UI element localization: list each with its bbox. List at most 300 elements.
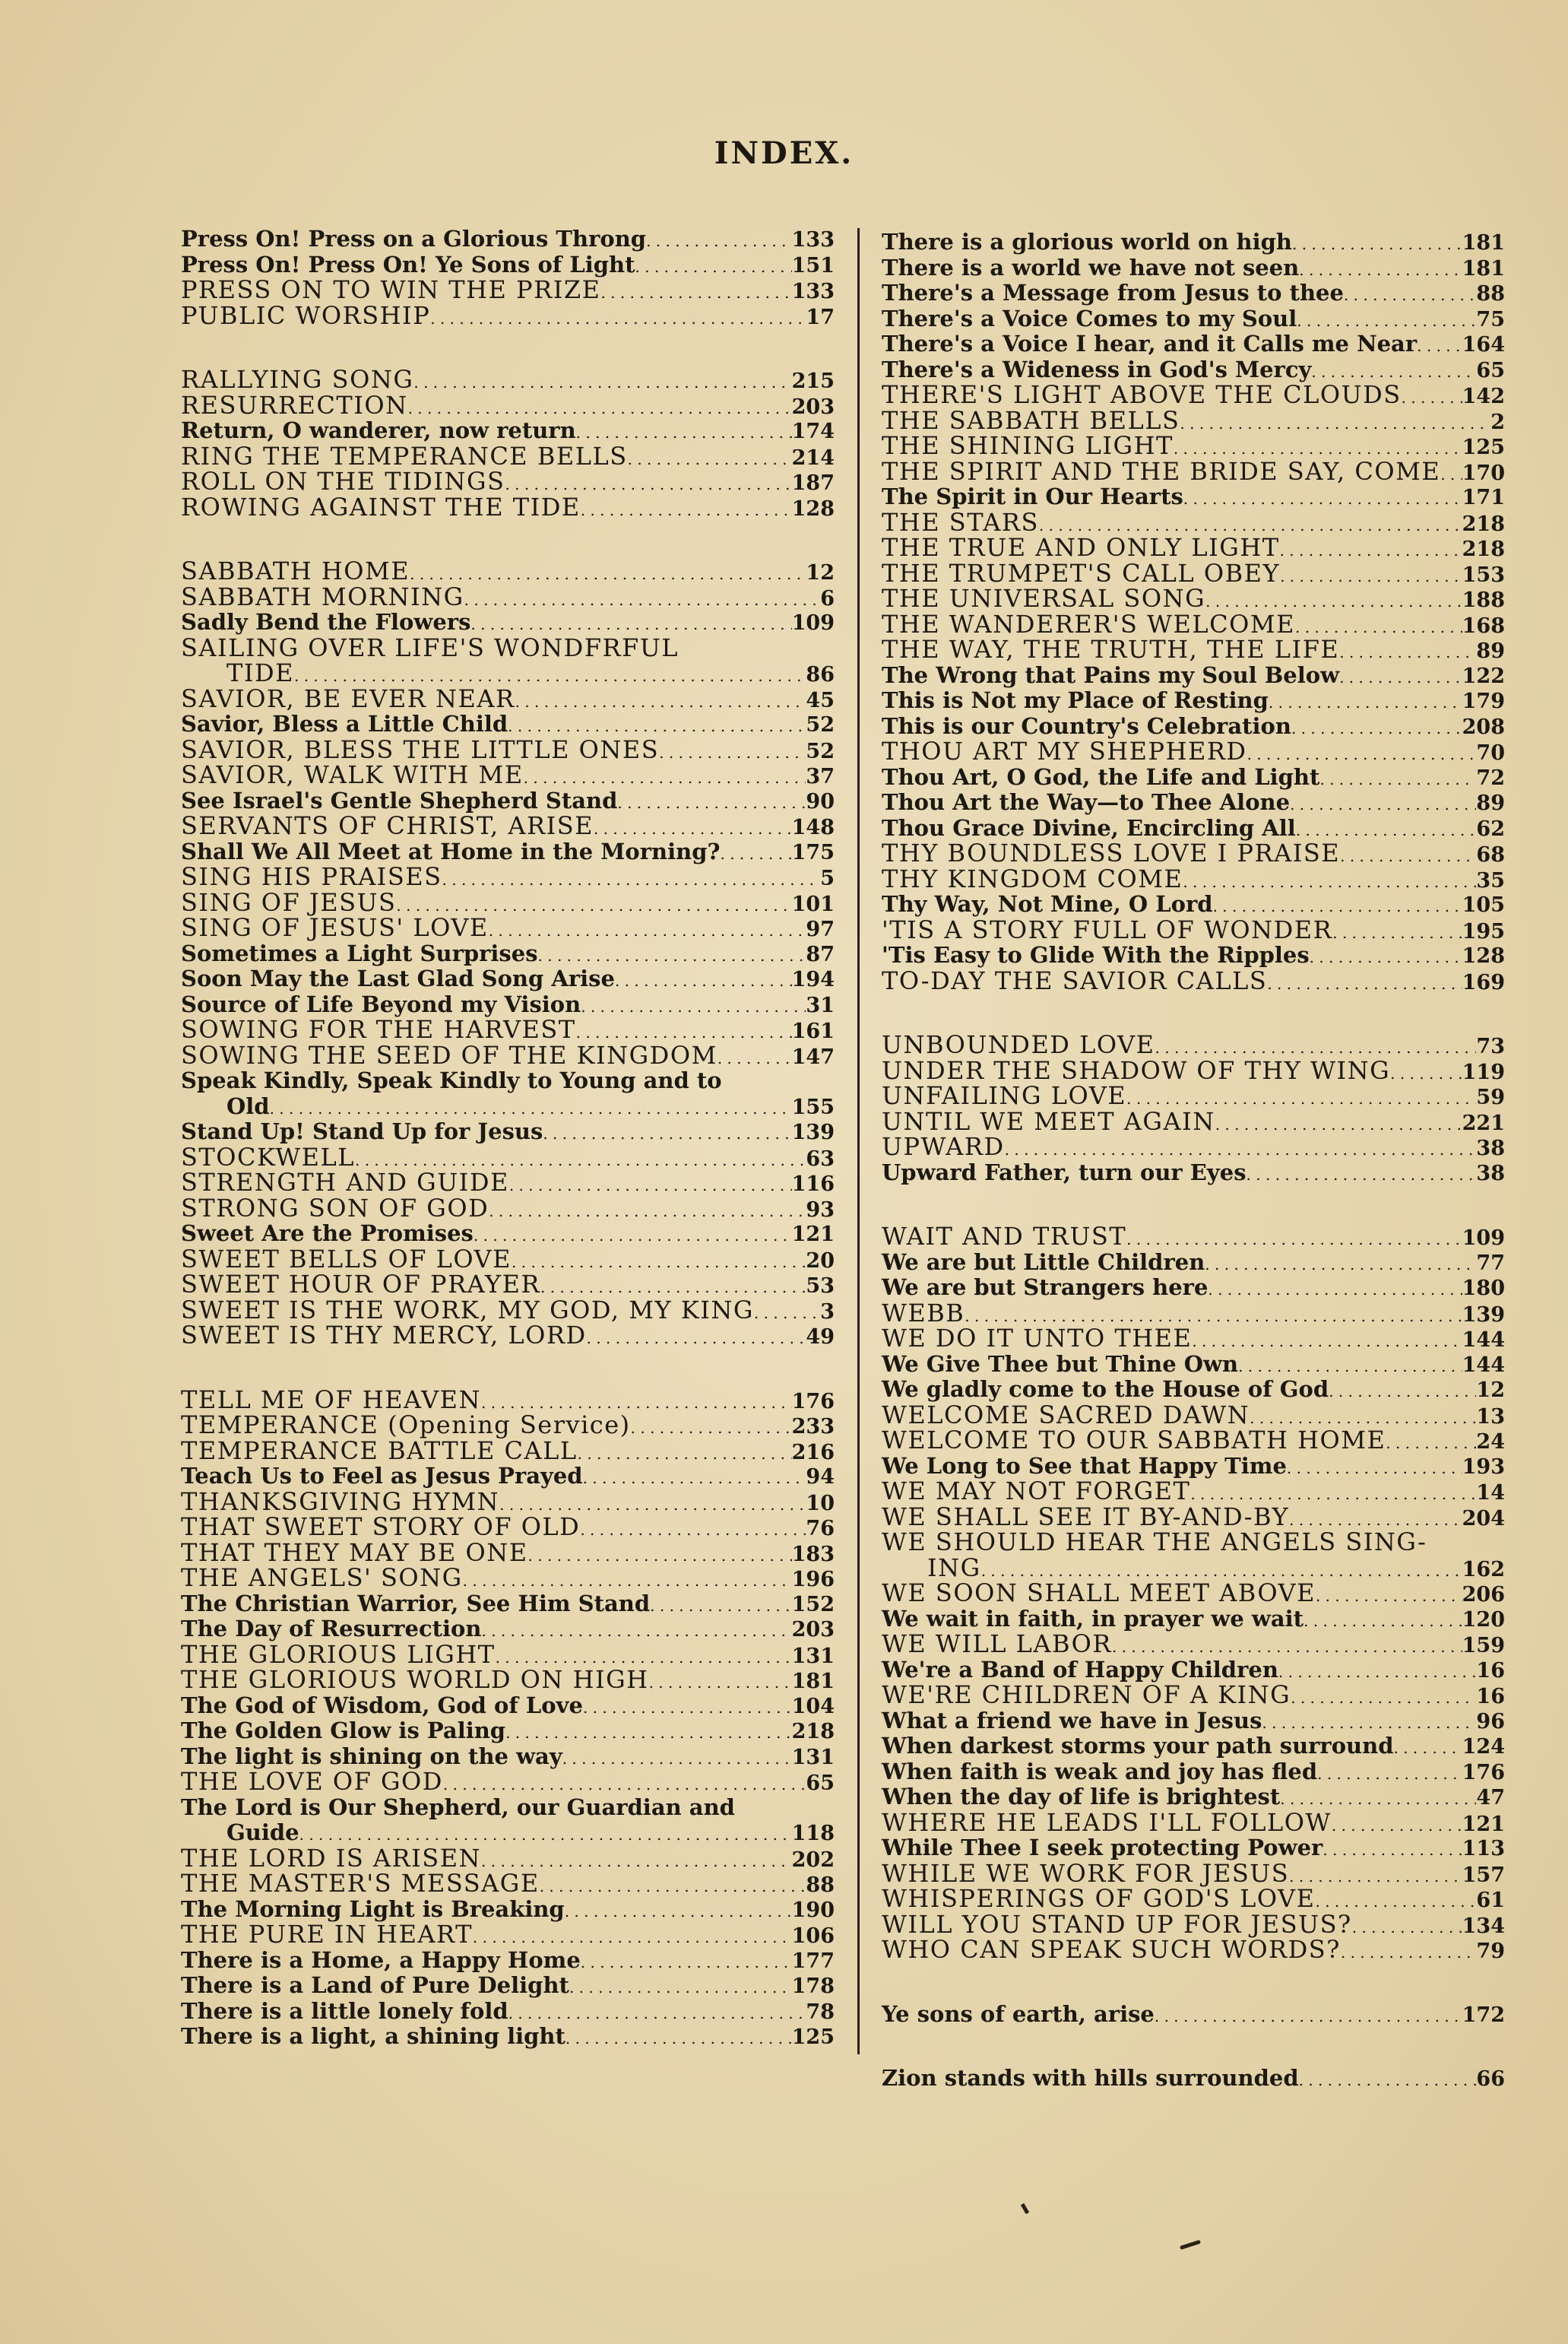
page-number: 125	[1462, 436, 1505, 459]
index-entry	[882, 382, 1505, 408]
page-number: 118	[791, 1822, 835, 1845]
index-entry	[882, 558, 1505, 588]
entry-title: SING HIS PRAISES	[181, 862, 442, 891]
page-number: 159	[1462, 1634, 1505, 1657]
index-entry	[882, 433, 1505, 459]
leader-dots	[594, 814, 792, 842]
entry-title: We are but Little Children	[882, 1248, 1205, 1275]
entry-title: THAT THEY MAY BE ONE	[181, 1537, 528, 1567]
entry-title: There's a Wideness in God's Mercy	[882, 356, 1312, 382]
page-number: 47	[1476, 1786, 1505, 1810]
entry-title: We are but Strangers here	[882, 1274, 1208, 1300]
entry-title: SOWING FOR THE HARVEST	[181, 1015, 576, 1044]
leader-dots	[1340, 841, 1476, 870]
entry-title: UNDER THE SHADOW OF THY WING	[882, 1055, 1391, 1085]
leader-dots	[270, 1094, 792, 1122]
index-entry	[882, 1680, 1505, 1709]
page-number: 162	[1462, 1557, 1505, 1581]
index-entry	[882, 306, 1505, 332]
index-entry	[882, 1909, 1505, 1939]
leader-dots	[1289, 1861, 1462, 1890]
page-number: 63	[806, 1147, 835, 1171]
entry-title: WHILE WE WORK FOR JESUS	[882, 1858, 1290, 1888]
entry-title: THANKSGIVING HYMN	[181, 1486, 500, 1516]
index-entry	[181, 1323, 835, 1349]
index-entry	[882, 1657, 1505, 1683]
entry-title: UNFAILING LOVE	[882, 1081, 1127, 1110]
index-section	[882, 2002, 1505, 2028]
page-number: 87	[806, 942, 835, 966]
entry-title: There is a little lonely fold	[181, 1997, 508, 2024]
entry-title: TEMPERANCE (Opening Service)	[181, 1410, 631, 1439]
entry-title: UNTIL WE MEET AGAIN	[882, 1106, 1215, 1136]
page-number: 93	[806, 1197, 835, 1222]
index-entry	[181, 275, 835, 304]
entry-title: Savior, Bless a Little Child	[181, 711, 508, 737]
page-number: 148	[791, 816, 835, 839]
entry-title: We're a Band of Happy Children	[882, 1656, 1278, 1683]
leader-dots	[720, 839, 791, 868]
leader-dots	[473, 1922, 792, 1951]
index-entry	[181, 1639, 835, 1669]
leader-dots	[1386, 1428, 1476, 1457]
leader-dots	[1183, 867, 1476, 896]
page-number: 128	[1462, 944, 1505, 968]
page-number: 97	[806, 918, 835, 941]
leader-dots	[583, 1693, 792, 1721]
leader-dots	[505, 1718, 792, 1746]
leader-dots	[649, 1667, 792, 1696]
index-entry	[882, 507, 1505, 537]
page-number: 89	[1476, 791, 1505, 815]
leader-dots	[413, 367, 791, 396]
page-number: 168	[1462, 614, 1505, 638]
index-entry	[181, 1295, 835, 1324]
leader-dots	[1262, 1708, 1476, 1737]
entry-title: SWEET HOUR OF PRAYER	[181, 1270, 541, 1299]
leader-dots	[489, 1196, 806, 1225]
page-number: 133	[791, 280, 835, 303]
page-number: 196	[791, 1568, 835, 1591]
page-number: 75	[1476, 307, 1505, 331]
index-entry	[181, 1017, 835, 1043]
page-number: 68	[1476, 843, 1505, 867]
leader-dots	[1332, 918, 1462, 947]
entry-title: While Thee I seek protecting Power	[882, 1835, 1323, 1860]
entry-title: STRENGTH AND GUIDE	[181, 1168, 509, 1197]
entry-title: Sweet Are the Promises	[181, 1220, 474, 1246]
entry-title: The Golden Glow is Paling	[181, 1718, 506, 1743]
entry-title: SWEET BELLS OF LOVE	[181, 1244, 512, 1273]
page-number: 203	[791, 395, 835, 419]
entry-title: THE STARS	[882, 507, 1039, 537]
entry-title: TO-DAY THE SAVIOR CALLS	[882, 966, 1268, 995]
index-entry	[181, 2024, 835, 2050]
index-entry	[882, 637, 1505, 663]
leader-dots	[650, 1591, 791, 1619]
index-entry	[882, 1160, 1505, 1186]
leader-dots	[1287, 1454, 1462, 1482]
entry-title: When darkest storms your path surround	[882, 1733, 1394, 1759]
entry-title: See Israel's Gentle Shepherd Stand	[181, 787, 618, 814]
leader-dots	[515, 687, 806, 715]
entry-title: Return, O wanderer, now return	[181, 417, 576, 443]
index-entry	[181, 1142, 835, 1172]
page-number: 176	[791, 1389, 835, 1413]
index-entry	[882, 841, 1505, 867]
page-number: 37	[806, 765, 835, 788]
page-number: 133	[791, 228, 835, 252]
index-entry	[181, 1272, 835, 1298]
page-number: 204	[1462, 1506, 1505, 1530]
index-entry	[181, 760, 835, 789]
index-entry	[882, 1578, 1505, 1607]
index-entry	[181, 418, 835, 444]
page-number: 139	[791, 1121, 835, 1144]
leader-dots	[587, 1323, 806, 1352]
entry-title: Soon May the Last Glad Song Arise	[181, 966, 615, 991]
index-entry	[181, 941, 835, 967]
page-number: 35	[1476, 868, 1505, 893]
page-number: 179	[1462, 690, 1505, 713]
entry-title: SABBATH HOME	[181, 557, 410, 585]
entry-title: WAIT AND TRUST	[882, 1222, 1127, 1251]
page-number: 128	[791, 496, 835, 521]
page-number: 109	[791, 611, 835, 635]
page-number: 113	[1462, 1837, 1505, 1860]
leader-dots	[1278, 1657, 1477, 1686]
page-number: 78	[806, 2000, 835, 2024]
page-number: 31	[806, 993, 835, 1017]
entry-title: Source of Life Beyond my Vision	[181, 991, 581, 1017]
entry-title: Press On! Press on a Glorious Throng	[181, 226, 647, 252]
entry-title: When faith is weak and joy has fled	[882, 1758, 1318, 1784]
index-entry	[181, 811, 835, 840]
page-number: 203	[791, 1618, 835, 1641]
entry-title: WE SHOULD HEAR THE ANGELS SING-	[882, 1527, 1427, 1556]
page-number: 116	[791, 1172, 835, 1196]
entry-title: SAILING OVER LIFE'S WONDFRFUL	[181, 633, 679, 662]
page-number: 131	[791, 1745, 835, 1769]
entry-title: There's a Voice Comes to my Soul	[882, 305, 1297, 331]
page-number: 215	[791, 370, 835, 393]
index-entry	[882, 1326, 1505, 1352]
page-number: 193	[1462, 1454, 1505, 1479]
index-entry	[882, 1476, 1505, 1505]
page-number: 14	[1476, 1481, 1505, 1505]
leader-dots	[1323, 1835, 1462, 1863]
entry-title: This is our Country's Celebration	[882, 712, 1291, 739]
print-speck	[1180, 2240, 1201, 2250]
page-number: 144	[1462, 1353, 1505, 1377]
leader-dots	[1317, 1759, 1462, 1787]
entry-title: Speak Kindly, Speak Kindly to Young and to	[181, 1067, 722, 1093]
leader-dots	[562, 1744, 792, 1772]
page-number: 65	[806, 1771, 835, 1795]
page-number: 221	[1462, 1111, 1505, 1135]
leader-dots	[717, 1043, 792, 1072]
entry-title: STRONG SON OF GOD	[181, 1193, 489, 1223]
leader-dots	[1292, 230, 1462, 258]
page-number: 20	[806, 1248, 835, 1273]
index-entry	[181, 1718, 835, 1744]
entry-title: Thou Art, O God, the Life and Light	[882, 763, 1320, 790]
page-number: 164	[1462, 333, 1505, 357]
index-entry	[882, 1454, 1505, 1480]
leader-dots	[1208, 1275, 1462, 1303]
entry-title: Sadly Bend the Flowers	[181, 609, 471, 635]
index-section	[882, 1032, 1505, 1185]
leader-dots	[1005, 1134, 1477, 1163]
index-entry	[882, 230, 1505, 255]
entry-title: 'Tis Easy to Glide With the Ripples	[882, 942, 1310, 968]
entry-title: We wait in faith, in prayer we wait	[882, 1605, 1304, 1632]
page-number: 188	[1462, 588, 1505, 612]
entry-title: THERE'S LIGHT ABOVE THE CLOUDS	[882, 380, 1402, 409]
page-number: 187	[791, 471, 835, 495]
index-entry	[181, 658, 835, 687]
leader-dots	[617, 788, 806, 817]
entry-title: STOCKWELL	[181, 1142, 355, 1172]
leader-dots	[615, 966, 792, 994]
index-entry	[882, 2066, 1505, 2092]
page-number: 214	[791, 446, 835, 470]
leader-dots	[508, 1999, 806, 2027]
index-entry	[882, 405, 1505, 435]
index-entry	[181, 1871, 835, 1897]
entry-title: Ye sons of earth, arise	[882, 2000, 1155, 2027]
entry-title: THE MASTER'S MESSAGE	[181, 1869, 540, 1898]
page-number: 89	[1476, 639, 1505, 663]
entry-title: WE MAY NOT FORGET	[882, 1476, 1191, 1505]
index-entry	[181, 1591, 835, 1617]
index-entry	[882, 714, 1505, 740]
leader-dots	[1155, 2002, 1462, 2030]
entry-title: WILL YOU STAND UP FOR JESUS?	[882, 1909, 1352, 1939]
page-number: 10	[806, 1491, 835, 1515]
entry-title: The Christian Warrior, See Him Stand	[181, 1590, 651, 1616]
entry-title: WE SHALL SEE IT BY-AND-BY	[882, 1502, 1290, 1531]
leader-dots	[443, 1769, 806, 1798]
index-entry	[181, 1769, 835, 1795]
index-entry	[882, 1298, 1505, 1327]
page-number: 170	[1462, 461, 1505, 485]
leader-dots	[512, 1247, 806, 1276]
leader-dots	[1344, 281, 1476, 309]
entry-title: SERVANTS OF CHRIST, ARISE	[181, 811, 594, 840]
page-number: 174	[791, 420, 835, 443]
page-number: 172	[1462, 2003, 1505, 2027]
index-entry	[882, 1629, 1505, 1658]
index-entry	[181, 1410, 835, 1439]
index-entry	[882, 1937, 1505, 1963]
index-entry	[181, 1464, 835, 1489]
index-entry	[181, 788, 835, 814]
page-number: 125	[791, 2025, 835, 2049]
entry-title: WHERE HE LEADS I'LL FOLLOW	[882, 1807, 1332, 1837]
leader-dots	[578, 1438, 792, 1467]
index-entry	[882, 1032, 1505, 1058]
entry-title: UPWARD	[882, 1132, 1005, 1161]
leader-dots	[464, 585, 821, 614]
entry-title: WE DO IT UNTO THEE	[882, 1324, 1193, 1353]
leader-dots	[442, 864, 821, 893]
entry-title: TELL ME OF HEAVEN	[181, 1385, 482, 1414]
index-entry	[882, 1784, 1505, 1810]
index-entry	[181, 1512, 835, 1541]
page-number: 45	[806, 688, 835, 712]
leader-dots	[1339, 663, 1462, 691]
leader-dots	[628, 444, 792, 473]
entry-title: SING OF JESUS	[181, 887, 397, 917]
entry-title: TEMPERANCE BATTLE CALL	[181, 1435, 578, 1465]
index-entry	[181, 1897, 835, 1923]
page-number: 161	[791, 1020, 835, 1043]
page-number: 12	[1476, 1378, 1505, 1402]
leader-dots	[1339, 637, 1476, 666]
leader-dots	[1341, 1937, 1477, 1966]
index-entry	[181, 1435, 835, 1465]
index-entry	[181, 469, 835, 495]
leader-dots	[565, 2024, 792, 2052]
index-entry	[882, 609, 1505, 639]
page-number: 49	[806, 1325, 835, 1349]
entry-title: THE WANDERER'S WELCOME	[882, 609, 1295, 639]
leader-dots	[474, 1221, 792, 1249]
entry-title: RALLYING SONG	[181, 365, 414, 394]
index-entry	[181, 1667, 835, 1693]
entry-title: WELCOME TO OUR SABBATH HOME	[882, 1426, 1386, 1454]
index-entry	[882, 1275, 1505, 1301]
page-number: 218	[1462, 538, 1505, 561]
index-entry	[181, 610, 835, 636]
entry-title: We Give Thee but Thine Own	[882, 1350, 1239, 1377]
index-entry	[181, 1537, 835, 1567]
index-entry	[181, 300, 835, 330]
leader-dots	[1112, 1632, 1462, 1660]
page-number: 194	[791, 968, 835, 991]
leader-dots	[754, 1298, 820, 1327]
page-number: 106	[791, 1924, 835, 1948]
index-column-left	[181, 227, 835, 2089]
entry-title: THE UNIVERSAL SONG	[882, 584, 1206, 613]
page-number: 157	[1462, 1863, 1505, 1887]
entry-title: This is Not my Place of Resting	[882, 687, 1269, 713]
entry-title: The Spirit in Our Hearts	[882, 484, 1183, 509]
index-entry	[882, 1835, 1505, 1861]
index-entry	[882, 586, 1505, 612]
index-entry	[181, 1119, 835, 1145]
entry-title: ROLL ON THE TIDINGS	[181, 467, 505, 496]
leader-dots	[1290, 790, 1476, 818]
entry-title: WEBB	[882, 1298, 965, 1327]
leader-dots	[1280, 561, 1462, 590]
page-number: 195	[1462, 919, 1505, 944]
index-entry	[882, 966, 1505, 995]
page-number: 77	[1476, 1251, 1505, 1275]
page-number: 62	[1476, 817, 1505, 841]
index-entry	[882, 892, 1505, 918]
entry-title: RING THE TEMPERANCE BELLS	[181, 441, 628, 471]
leader-dots	[581, 495, 792, 524]
index-entry	[181, 582, 835, 611]
leader-dots	[1402, 382, 1462, 411]
page-number: 181	[1462, 231, 1505, 255]
page-number: 151	[791, 253, 835, 278]
leader-dots	[1303, 1607, 1462, 1635]
entry-title: There's a Message from Jesus to thee	[882, 280, 1344, 306]
entry-title: THE ANGELS' SONG	[181, 1563, 463, 1592]
entry-title: Thou Art the Way—to Thee Alone	[882, 789, 1291, 815]
index-section	[882, 1224, 1505, 1963]
index-entry	[882, 688, 1505, 714]
page-number: 65	[1476, 358, 1505, 382]
leader-dots	[509, 1170, 792, 1199]
leader-dots	[1183, 484, 1462, 512]
leader-dots	[430, 303, 806, 332]
index-entry	[181, 1486, 835, 1516]
page-number: 134	[1462, 1914, 1505, 1938]
index-entry	[882, 1886, 1505, 1912]
page-number: 208	[1462, 715, 1505, 739]
leader-dots	[1205, 1250, 1476, 1278]
index-entry	[181, 839, 835, 865]
entry-title: THY BOUNDLESS LOVE I PRAISE	[882, 839, 1341, 868]
entry-title: THE LOVE OF GOD	[181, 1767, 443, 1796]
leader-dots	[528, 1540, 792, 1569]
entry-title: There is a glorious world on high	[882, 229, 1293, 255]
leader-dots	[1267, 969, 1462, 998]
entry-title: THE SABBATH BELLS	[882, 405, 1180, 435]
entry-title: ROWING AGAINST THE TIDE	[181, 492, 581, 522]
index-entry	[882, 456, 1505, 486]
index-entry	[181, 684, 835, 713]
page-number: 131	[791, 1644, 835, 1668]
entry-title: WE'RE CHILDREN OF A KING	[882, 1680, 1291, 1709]
index-entry	[882, 1428, 1505, 1454]
entry-title: Upward Father, turn our Eyes	[882, 1159, 1246, 1185]
leader-dots	[1299, 2066, 1477, 2094]
index-entry	[882, 1250, 1505, 1276]
index-entry	[181, 559, 835, 585]
index-entry	[882, 535, 1505, 561]
leader-dots	[581, 992, 806, 1020]
entry-title: THAT SWEET STORY OF OLD	[181, 1512, 581, 1541]
index-entry	[882, 331, 1505, 357]
index-entry	[181, 1040, 835, 1070]
index-section	[882, 230, 1505, 994]
page-number: 24	[1476, 1430, 1505, 1454]
entry-title: THE TRUMPET'S CALL OBEY	[882, 558, 1281, 588]
leader-dots	[524, 763, 806, 791]
entry-title: The light is shining on the way	[181, 1743, 562, 1769]
leader-dots	[1352, 1912, 1462, 1941]
entry-title: SING OF JESUS' LOVE	[181, 913, 489, 942]
page-number: 52	[806, 713, 835, 737]
entry-title: THE GLORIOUS WORLD ON HIGH	[181, 1665, 649, 1694]
index-entry	[181, 1744, 835, 1770]
leader-dots	[1192, 1326, 1462, 1355]
entry-title: THE TRUE AND ONLY LIGHT	[882, 533, 1280, 562]
index-entry	[181, 864, 835, 890]
page-number: 171	[1462, 486, 1505, 509]
entry-title: Press On! Press On! Ye Sons of Light	[181, 251, 635, 278]
leader-dots	[659, 737, 806, 766]
page-number: 124	[1462, 1735, 1505, 1759]
page-number: 94	[806, 1465, 835, 1489]
page-number: 175	[791, 840, 835, 864]
index-entry	[882, 1055, 1505, 1085]
